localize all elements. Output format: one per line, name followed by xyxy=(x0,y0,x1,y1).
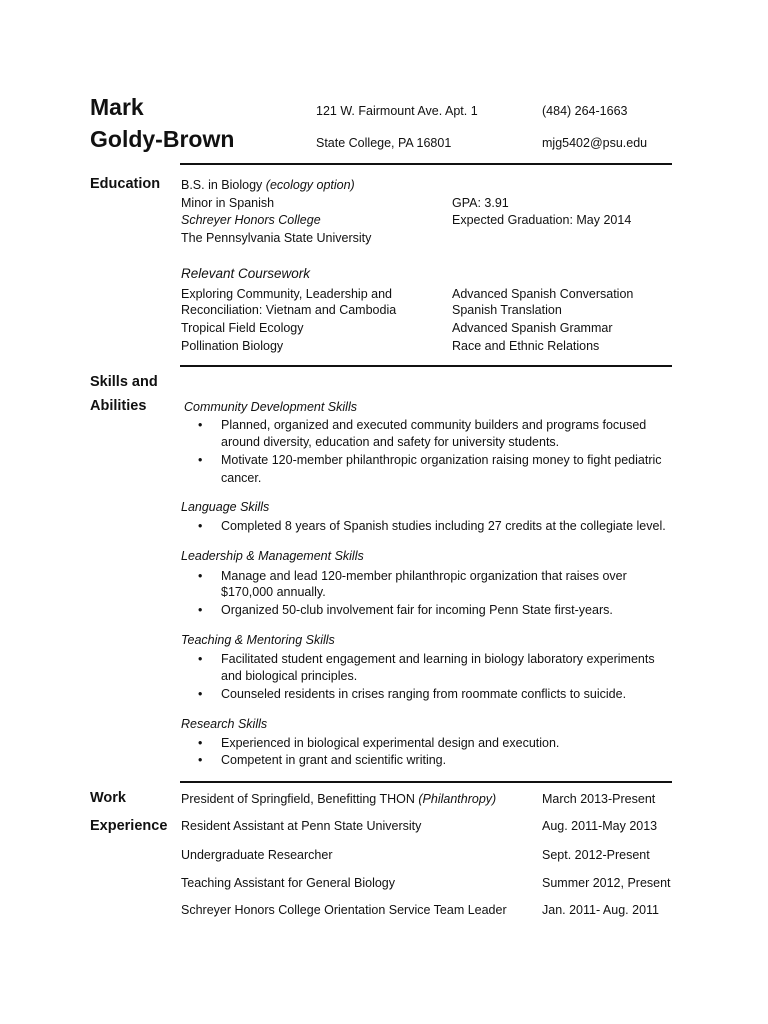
job-title-note: (Philanthropy) xyxy=(418,792,497,806)
education-heading: Education xyxy=(90,176,161,192)
skill-bullet-line: cancer. xyxy=(221,471,262,485)
expected-graduation: Expected Graduation: May 2014 xyxy=(452,213,632,227)
course-item: Spanish Translation xyxy=(452,303,562,317)
job-title: Resident Assistant at Penn State University xyxy=(181,819,422,833)
honors-college: Schreyer Honors College xyxy=(181,213,321,227)
skill-group-title: Leadership & Management Skills xyxy=(181,549,364,563)
skill-group-title: Language Skills xyxy=(181,500,270,514)
first-name: Mark xyxy=(90,94,144,120)
phone: (484) 264-1663 xyxy=(542,104,628,118)
course-item: Race and Ethnic Relations xyxy=(452,339,600,353)
minor: Minor in Spanish xyxy=(181,196,275,210)
skill-group-title: Teaching & Mentoring Skills xyxy=(181,633,335,647)
bullet-icon: • xyxy=(198,753,203,767)
course-item: Pollination Biology xyxy=(181,339,284,353)
skill-bullet-line: around diversity, education and safety for university students. xyxy=(221,435,560,449)
bullet-icon: • xyxy=(198,687,203,701)
work-heading-line-2: Experience xyxy=(90,818,168,834)
skills-divider xyxy=(180,781,672,783)
skills-heading-line-1: Skills and xyxy=(90,374,158,390)
course-item: Tropical Field Ecology xyxy=(181,321,304,335)
skills-heading-line-2: Abilities xyxy=(90,398,147,414)
job-title: Schreyer Honors College Orientation Service Team Leader xyxy=(181,903,507,917)
skill-bullet-line: and biological principles. xyxy=(221,669,358,683)
job-title: Undergraduate Researcher xyxy=(181,848,333,862)
last-name: Goldy-Brown xyxy=(90,126,235,152)
skill-group-title: Research Skills xyxy=(181,717,268,731)
skill-bullet-line: Completed 8 years of Spanish studies including 27 credits at the collegiate level. xyxy=(221,519,666,533)
bullet-icon: • xyxy=(198,736,203,750)
skill-bullet-line: Experienced in biological experimental design and execution. xyxy=(221,736,560,750)
job-dates: Aug. 2011-May 2013 xyxy=(542,819,658,833)
skill-group-title: Community Development Skills xyxy=(184,400,357,414)
degree-line xyxy=(181,178,355,192)
skill-bullet-line: Motivate 120-member philanthropic organization raising money to fight pediatric xyxy=(221,453,662,467)
bullet-icon: • xyxy=(198,569,203,583)
degree-option: (ecology option) xyxy=(265,178,355,192)
address-line-2: State College, PA 16801 xyxy=(316,136,452,150)
job-title-text: President of Springfield, Benefitting THON xyxy=(181,792,419,806)
skill-bullet-line: Counseled residents in crises ranging from roommate conflicts to suicide. xyxy=(221,687,627,701)
skill-bullet-line: Facilitated student engagement and learning in biology laboratory experiments xyxy=(221,652,655,666)
job-dates: Sept. 2012-Present xyxy=(542,848,650,862)
course-item: Advanced Spanish Grammar xyxy=(452,321,613,335)
header-divider xyxy=(180,163,672,165)
address-line-1: 121 W. Fairmount Ave. Apt. 1 xyxy=(316,104,478,118)
bullet-icon: • xyxy=(198,652,203,666)
job-dates: March 2013-Present xyxy=(542,792,656,806)
job-dates: Summer 2012, Present xyxy=(542,876,671,890)
skill-bullet-line: Manage and lead 120-member philanthropic organization that raises over xyxy=(221,569,627,583)
university: The Pennsylvania State University xyxy=(181,231,372,245)
email: mjg5402@psu.edu xyxy=(542,136,648,150)
education-divider xyxy=(180,365,672,367)
coursework-heading: Relevant Coursework xyxy=(181,266,311,281)
bullet-icon: • xyxy=(198,453,203,467)
skill-bullet-line: Planned, organized and executed community builders and programs focused xyxy=(221,418,647,432)
job-title xyxy=(181,792,496,806)
job-dates: Jan. 2011- Aug. 2011 xyxy=(542,903,659,917)
skill-bullet-line: Organized 50-club involvement fair for incoming Penn State first-years. xyxy=(221,603,613,617)
job-title: Teaching Assistant for General Biology xyxy=(181,876,396,890)
course-item: Advanced Spanish Conversation xyxy=(452,287,634,301)
bullet-icon: • xyxy=(198,418,203,432)
gpa: GPA: 3.91 xyxy=(452,196,509,210)
degree: B.S. in Biology xyxy=(181,178,263,192)
course-item: Reconciliation: Vietnam and Cambodia xyxy=(181,303,397,317)
bullet-icon: • xyxy=(198,519,203,533)
skill-bullet-line: Competent in grant and scientific writing. xyxy=(221,753,447,767)
skill-bullet-line: $170,000 annually. xyxy=(221,585,326,599)
course-item: Exploring Community, Leadership and xyxy=(181,287,392,301)
bullet-icon: • xyxy=(198,603,203,617)
work-heading-line-1: Work xyxy=(90,790,126,806)
